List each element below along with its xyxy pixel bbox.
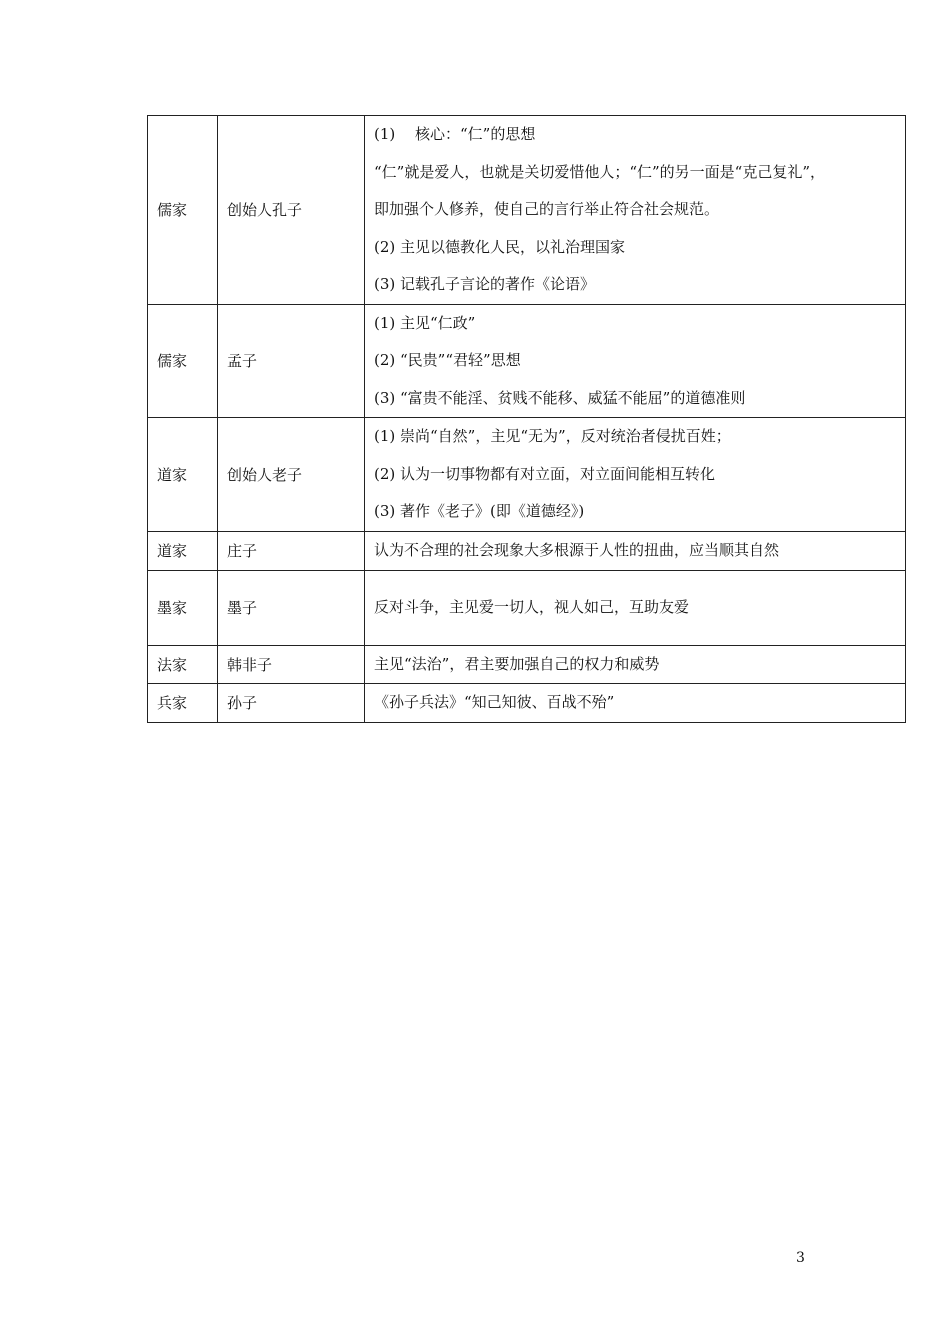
ideas-line: (2) 认为一切事物都有对立面，对立面间能相互转化 (374, 464, 716, 483)
ideas-cell (365, 116, 906, 305)
ideas-line: (1) 崇尚“自然”，主见“无为”，反对统治者侵扰百姓； (374, 427, 731, 446)
school-cell: 儒家 (148, 116, 218, 305)
ideas-line: (3) “富贵不能淫、贫贱不能移、威猛不能屈”的道德准则 (374, 388, 746, 407)
table-row (148, 532, 906, 571)
person-cell: 创始人老子 (218, 418, 365, 532)
table-row (148, 116, 906, 305)
ideas-cell (365, 532, 906, 571)
school-cell: 道家 (148, 418, 218, 532)
ideas-cell (365, 684, 906, 723)
person-cell: 创始人孔子 (218, 116, 365, 305)
ideas-line: (1) 核心：“仁”的思想 (374, 125, 536, 143)
ideas-line: 反对斗争，主见爱一切人，视人如己，互助友爱 (374, 597, 690, 616)
person-cell: 韩非子 (218, 645, 365, 684)
school-cell: 兵家 (148, 684, 218, 723)
school-cell: 儒家 (148, 304, 218, 418)
ideas-line: (1) 主见“仁政” (374, 313, 476, 332)
table-row (148, 418, 906, 532)
person-cell: 孙子 (218, 684, 365, 723)
ideas-line: (2) “民贵”“君轻”思想 (374, 351, 521, 369)
ideas-cell (365, 645, 906, 684)
ideas-line: (2) 主见以德教化人民，以礼治理国家 (374, 237, 626, 256)
ideas-cell (365, 304, 906, 418)
person-cell: 庄子 (218, 532, 365, 571)
ideas-line: (3) 记载孔子言论的著作《论语》 (374, 275, 596, 293)
person-cell: 孟子 (218, 304, 365, 418)
ideas-line: 主见“法治”，君主要加强自己的权力和威势 (374, 654, 660, 673)
table-row (148, 645, 906, 684)
ideas-line: 《孙子兵法》“知己知彼、百战不殆” (374, 693, 615, 711)
ideas-line: 即加强个人修养，使自己的言行举止符合社会规范。 (374, 200, 720, 218)
ideas-line: 认为不合理的社会现象大多根源于人性的扭曲，应当顺其自然 (374, 541, 780, 559)
school-cell: 道家 (148, 532, 218, 571)
page-number: 3 (796, 1250, 805, 1266)
ideas-cell (365, 570, 906, 645)
school-cell: 法家 (148, 645, 218, 684)
ideas-line: (3) 著作《老子》(即《道德经》) (374, 502, 585, 521)
school-cell: 墨家 (148, 570, 218, 645)
table-row (148, 304, 906, 418)
schools-of-thought-table (147, 115, 906, 723)
person-cell: 墨子 (218, 570, 365, 645)
table-row (148, 684, 906, 723)
table-row (148, 570, 906, 645)
ideas-cell (365, 418, 906, 532)
ideas-line: “仁”就是爱人，也就是关切爱惜他人；“仁”的另一面是“克己复礼”， (374, 162, 826, 181)
